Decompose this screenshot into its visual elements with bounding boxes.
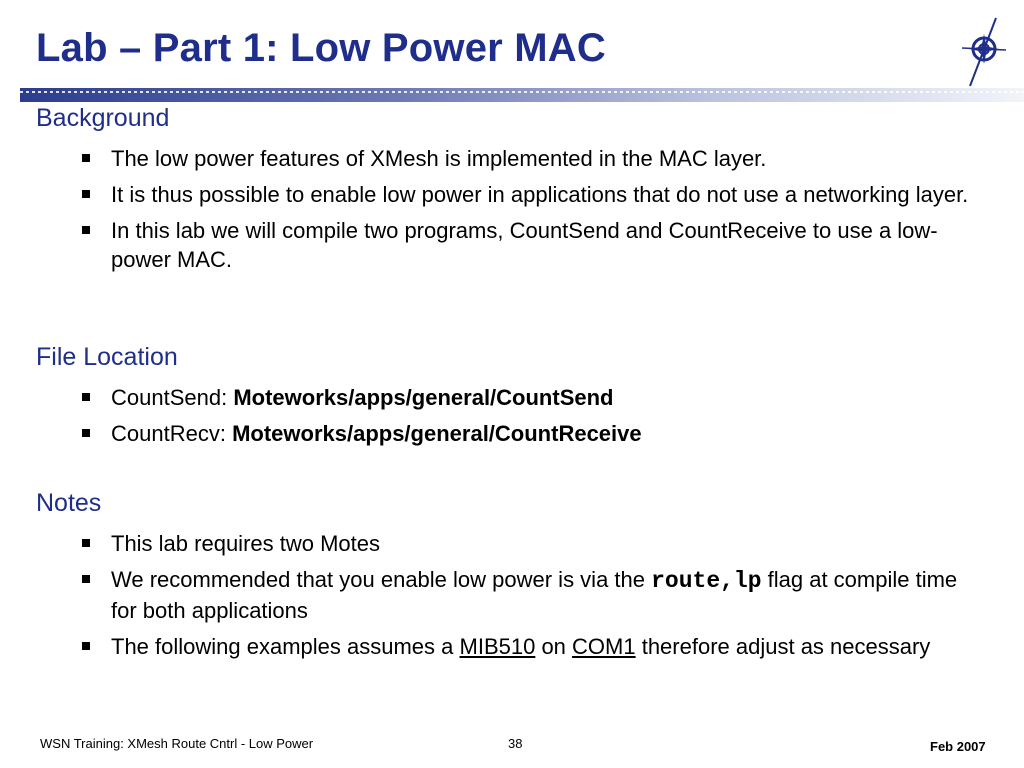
bullet-icon xyxy=(82,154,90,162)
footer-text: WSN Training: XMesh Route Cntrl - Low Power xyxy=(40,736,314,751)
code-flag: route,lp xyxy=(651,568,762,594)
list-item xyxy=(0,180,981,209)
footer-date: Feb 2007 xyxy=(930,739,986,754)
item-text: on xyxy=(535,634,573,659)
item-text: flag at compile time for both applications xyxy=(111,567,958,623)
file-location-list xyxy=(0,383,981,455)
com1-link[interactable]: COM1 xyxy=(572,634,636,659)
title-divider xyxy=(20,88,1024,102)
item-text: therefore adjust as necessary xyxy=(635,634,931,659)
item-text: The following examples assumes a xyxy=(111,634,460,659)
file-path: Moteworks/apps/general/CountReceive xyxy=(232,421,642,446)
file-label: CountSend: xyxy=(111,385,234,410)
slide-title: Lab – Part 1: Low Power MAC xyxy=(36,26,606,70)
mib510-link[interactable]: MIB510 xyxy=(459,634,536,659)
bullet-icon xyxy=(82,226,90,234)
page-number: 38 xyxy=(508,736,523,751)
list-item xyxy=(0,144,981,173)
list-item xyxy=(0,529,981,558)
section-heading-background: Background xyxy=(36,104,170,132)
item-text: This lab requires two Motes xyxy=(111,531,380,556)
file-label: CountRecv: xyxy=(111,421,233,446)
section-heading-notes: Notes xyxy=(36,489,102,517)
list-item xyxy=(0,565,981,625)
compass-rose-icon xyxy=(960,16,1008,88)
item-text: We recommended that you enable low power is via the xyxy=(111,567,652,592)
list-item xyxy=(0,216,981,274)
bullet-icon xyxy=(82,575,90,583)
bullet-icon xyxy=(82,642,90,650)
bullet-icon xyxy=(82,190,90,198)
item-text: It is thus possible to enable low power in applications that do not use a networking layer. xyxy=(111,182,969,207)
section-heading-file-location: File Location xyxy=(36,343,178,371)
list-item xyxy=(0,419,981,448)
bullet-icon xyxy=(82,539,90,547)
bullet-icon xyxy=(82,429,90,437)
background-list xyxy=(0,144,981,281)
notes-list xyxy=(0,529,981,668)
file-path: Moteworks/apps/general/CountSend xyxy=(233,385,614,410)
bullet-icon xyxy=(82,393,90,401)
item-text: In this lab we will compile two programs, CountSend and CountReceive to use a low-power MAC. xyxy=(111,218,938,272)
list-item xyxy=(0,383,981,412)
item-text: The low power features of XMesh is implemented in the MAC layer. xyxy=(111,146,767,171)
list-item xyxy=(0,632,981,661)
